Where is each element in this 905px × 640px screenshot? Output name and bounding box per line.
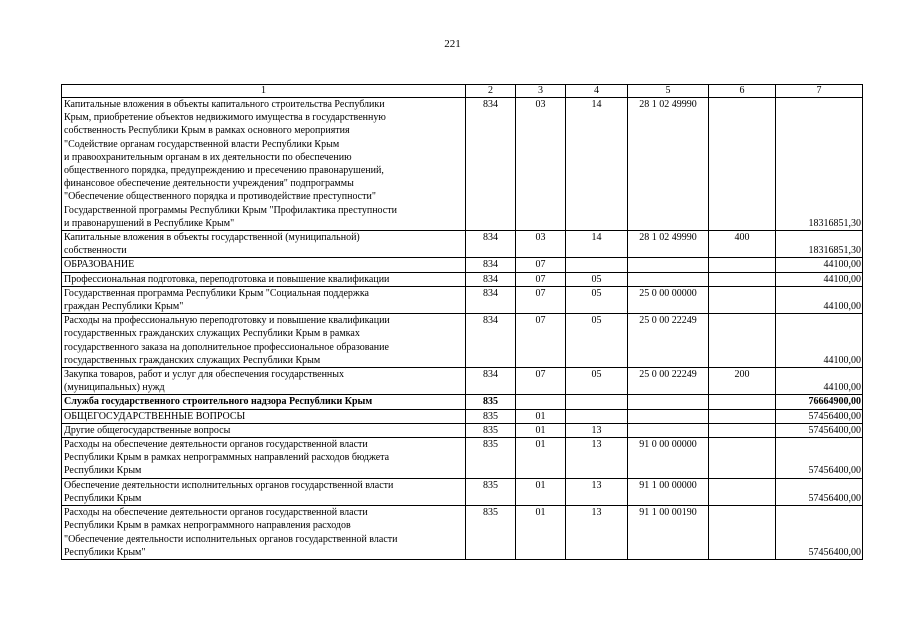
admin-code-cell: 835 bbox=[466, 478, 516, 505]
row-description bbox=[62, 395, 466, 409]
header-cell: 4 bbox=[566, 85, 628, 98]
section-code-cell: 07 bbox=[516, 272, 566, 286]
description-line: Профессиональная подготовка, переподготовка и повышение квалификации bbox=[64, 273, 390, 285]
description-line: Расходы на обеспечение деятельности органов государственной власти bbox=[64, 507, 368, 519]
row-description bbox=[62, 286, 466, 313]
admin-code-cell: 834 bbox=[466, 286, 516, 313]
subsection-code-cell: 05 bbox=[566, 314, 628, 368]
target-article-cell bbox=[628, 258, 709, 272]
section-code-cell: 07 bbox=[516, 368, 566, 395]
description-line: Капитальные вложения в объекты капитального строительства Республики bbox=[64, 99, 385, 110]
expense-type-cell: 400 bbox=[709, 231, 776, 258]
subsection-code-cell: 05 bbox=[566, 368, 628, 395]
expense-type-cell bbox=[709, 478, 776, 505]
amount-cell: 44100,00 bbox=[776, 314, 863, 368]
description-line: ОБЩЕГОСУДАРСТВЕННЫЕ ВОПРОСЫ bbox=[64, 410, 246, 422]
target-article-cell: 91 1 00 00190 bbox=[628, 506, 709, 560]
header-cell: 3 bbox=[516, 85, 566, 98]
description-line: Расходы на профессиональную переподготовку и повышение квалификации bbox=[64, 315, 390, 327]
description-line: Государственной программы Республики Крым "Профилактика преступности bbox=[64, 204, 397, 216]
admin-code-cell: 834 bbox=[466, 272, 516, 286]
description-line: Республики Крым в рамках непрограммных направлений расходов бюджета bbox=[64, 452, 390, 464]
expense-type-cell bbox=[709, 409, 776, 423]
table-row bbox=[62, 231, 863, 258]
expense-type-cell bbox=[709, 314, 776, 368]
header-cell: 2 bbox=[466, 85, 516, 98]
admin-code-cell: 835 bbox=[466, 409, 516, 423]
subsection-code-cell: 13 bbox=[566, 438, 628, 479]
subsection-code-cell: 14 bbox=[566, 98, 628, 231]
amount-cell: 18316851,30 bbox=[776, 98, 863, 231]
description-line: Служба государственного строительного надзора Республики Крым bbox=[64, 396, 373, 408]
description-line: Республики Крым bbox=[64, 492, 142, 504]
description-line: Республики Крым bbox=[64, 465, 142, 477]
subsection-code-cell bbox=[566, 409, 628, 423]
subsection-code-cell: 05 bbox=[566, 272, 628, 286]
amount-cell: 18316851,30 bbox=[776, 231, 863, 258]
budget-table bbox=[61, 84, 863, 560]
description-line: Капитальные вложения в объекты государственной (муниципальной) bbox=[64, 232, 360, 244]
subsection-code-cell: 05 bbox=[566, 286, 628, 313]
table-row bbox=[62, 438, 863, 479]
admin-code-cell: 834 bbox=[466, 98, 516, 231]
row-description bbox=[62, 478, 466, 505]
description-line: граждан Республики Крым" bbox=[64, 301, 184, 313]
description-line: финансовое обеспечение деятельности учреждения" подпрограммы bbox=[64, 178, 354, 190]
admin-code-cell: 835 bbox=[466, 506, 516, 560]
description-line: Обеспечение деятельности исполнительных органов государственной власти bbox=[64, 479, 394, 491]
header-cell: 7 bbox=[776, 85, 863, 98]
row-description bbox=[62, 368, 466, 395]
target-article-cell: 28 1 02 49990 bbox=[628, 231, 709, 258]
table-row bbox=[62, 478, 863, 505]
admin-code-cell: 835 bbox=[466, 395, 516, 409]
description-line: Государственная программа Республики Крым "Социальная поддержка bbox=[64, 287, 369, 299]
table-row bbox=[62, 395, 863, 409]
page-number: 221 bbox=[444, 38, 461, 50]
section-code-cell: 01 bbox=[516, 506, 566, 560]
description-line: собственность Республики Крым в рамках основного мероприятия bbox=[64, 125, 350, 137]
target-article-cell bbox=[628, 272, 709, 286]
description-line: и правонарушений в Республике Крым" bbox=[64, 217, 235, 229]
amount-cell: 44100,00 bbox=[776, 272, 863, 286]
expense-type-cell bbox=[709, 395, 776, 409]
description-line: "Содействие органам государственной власти Республики Крым bbox=[64, 138, 340, 150]
description-line: собственности bbox=[64, 245, 127, 257]
description-line: (муниципальных) нужд bbox=[64, 382, 165, 394]
description-line: ОБРАЗОВАНИЕ bbox=[64, 259, 135, 271]
table-row bbox=[62, 423, 863, 437]
row-description bbox=[62, 314, 466, 368]
description-line: Другие общегосударственные вопросы bbox=[64, 424, 231, 436]
table-row bbox=[62, 98, 863, 231]
header-cell: 5 bbox=[628, 85, 709, 98]
admin-code-cell: 834 bbox=[466, 368, 516, 395]
section-code-cell: 01 bbox=[516, 478, 566, 505]
section-code-cell: 07 bbox=[516, 258, 566, 272]
target-article-cell: 91 1 00 00000 bbox=[628, 478, 709, 505]
amount-cell: 44100,00 bbox=[776, 368, 863, 395]
target-article-cell: 28 1 02 49990 bbox=[628, 98, 709, 231]
section-code-cell: 01 bbox=[516, 409, 566, 423]
table-row bbox=[62, 286, 863, 313]
description-line: Расходы на обеспечение деятельности органов государственной власти bbox=[64, 439, 368, 451]
description-line: "Обеспечение деятельности исполнительных органов государственной власти bbox=[64, 533, 398, 545]
subsection-code-cell: 13 bbox=[566, 478, 628, 505]
admin-code-cell: 834 bbox=[466, 231, 516, 258]
expense-type-cell bbox=[709, 258, 776, 272]
expense-type-cell bbox=[709, 438, 776, 479]
section-code-cell: 01 bbox=[516, 423, 566, 437]
amount-cell: 57456400,00 bbox=[776, 506, 863, 560]
description-line: Закупка товаров, работ и услуг для обеспечения государственных bbox=[64, 369, 345, 381]
subsection-code-cell bbox=[566, 258, 628, 272]
row-description bbox=[62, 272, 466, 286]
subsection-code-cell: 14 bbox=[566, 231, 628, 258]
expense-type-cell bbox=[709, 423, 776, 437]
description-line: государственных гражданских служащих Республики Крым в рамках bbox=[64, 328, 360, 340]
description-line: "Обеспечение общественного порядка и противодействие преступности" bbox=[64, 191, 376, 203]
expense-type-cell: 200 bbox=[709, 368, 776, 395]
admin-code-cell: 834 bbox=[466, 258, 516, 272]
description-line: общественного порядка, предупреждению и пресечению правонарушений, bbox=[64, 165, 384, 177]
row-description bbox=[62, 506, 466, 560]
header-cell: 6 bbox=[709, 85, 776, 98]
row-description bbox=[62, 258, 466, 272]
target-article-cell: 91 0 00 00000 bbox=[628, 438, 709, 479]
row-description bbox=[62, 423, 466, 437]
target-article-cell: 25 0 00 00000 bbox=[628, 286, 709, 313]
description-line: Республики Крым" bbox=[64, 546, 146, 558]
description-line: и правоохранительным органам в их деятельности по обеспечению bbox=[64, 151, 352, 163]
table-row bbox=[62, 258, 863, 272]
amount-cell: 44100,00 bbox=[776, 286, 863, 313]
amount-cell: 76664900,00 bbox=[776, 395, 863, 409]
admin-code-cell: 835 bbox=[466, 423, 516, 437]
amount-cell: 57456400,00 bbox=[776, 423, 863, 437]
admin-code-cell: 834 bbox=[466, 314, 516, 368]
admin-code-cell: 835 bbox=[466, 438, 516, 479]
description-line: государственного заказа на дополнительное профессиональное образование bbox=[64, 341, 389, 353]
section-code-cell: 03 bbox=[516, 231, 566, 258]
table-row bbox=[62, 272, 863, 286]
expense-type-cell bbox=[709, 286, 776, 313]
row-description bbox=[62, 231, 466, 258]
description-line: государственных гражданских служащих Республики Крым bbox=[64, 354, 321, 366]
amount-cell: 57456400,00 bbox=[776, 478, 863, 505]
subsection-code-cell: 13 bbox=[566, 423, 628, 437]
section-code-cell: 07 bbox=[516, 314, 566, 368]
description-line: Крым, приобретение объектов недвижимого имущества в государственную bbox=[64, 112, 386, 124]
table-header-row bbox=[62, 85, 863, 98]
target-article-cell: 25 0 00 22249 bbox=[628, 314, 709, 368]
section-code-cell: 07 bbox=[516, 286, 566, 313]
target-article-cell bbox=[628, 395, 709, 409]
table-row bbox=[62, 314, 863, 368]
amount-cell: 44100,00 bbox=[776, 258, 863, 272]
expense-type-cell bbox=[709, 272, 776, 286]
section-code-cell bbox=[516, 395, 566, 409]
expense-type-cell bbox=[709, 98, 776, 231]
section-code-cell: 01 bbox=[516, 438, 566, 479]
target-article-cell bbox=[628, 423, 709, 437]
subsection-code-cell: 13 bbox=[566, 506, 628, 560]
target-article-cell: 25 0 00 22249 bbox=[628, 368, 709, 395]
description-line: Республики Крым в рамках непрограммного направления расходов bbox=[64, 520, 351, 532]
subsection-code-cell bbox=[566, 395, 628, 409]
row-description bbox=[62, 98, 466, 231]
table-row bbox=[62, 368, 863, 395]
amount-cell: 57456400,00 bbox=[776, 438, 863, 479]
table-row bbox=[62, 506, 863, 560]
amount-cell: 57456400,00 bbox=[776, 409, 863, 423]
section-code-cell: 03 bbox=[516, 98, 566, 231]
expense-type-cell bbox=[709, 506, 776, 560]
header-cell: 1 bbox=[62, 85, 466, 98]
table-row bbox=[62, 409, 863, 423]
row-description bbox=[62, 409, 466, 423]
target-article-cell bbox=[628, 409, 709, 423]
row-description bbox=[62, 438, 466, 479]
